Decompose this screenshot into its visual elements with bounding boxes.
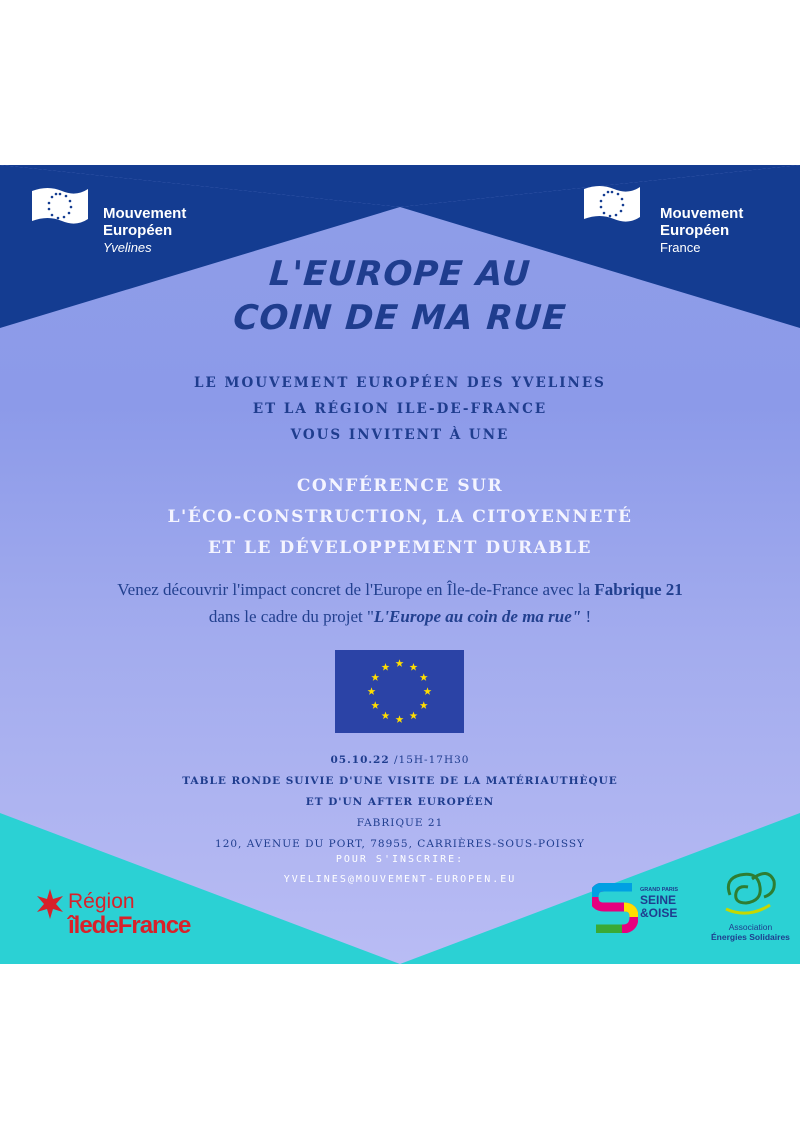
conference-heading (0, 471, 800, 564)
aes-logo-text (711, 922, 790, 942)
description-text-part: Venez découvrir l'impact concret de l'Europe en Île-de-France avec la (117, 580, 595, 599)
event-address: 120, AVENUE DU PORT, 78955, CARRIÈRES-SOUS-POISSY (215, 838, 585, 850)
gpso-small-text: GRAND PARIS (640, 887, 679, 893)
intro-line-2: ET LA RÉGION ILE-DE-FRANCE (252, 401, 548, 417)
logo-line-2: Européen (660, 222, 730, 239)
aes-line-1: Association (728, 922, 773, 932)
description-text-part: dans le cadre du projet " (208, 607, 374, 626)
description-text-part: ! (581, 607, 592, 626)
intro-line-1: LE MOUVEMENT EUROPÉEN DES YVELINES (194, 375, 606, 391)
registration-label: POUR S'INSCRIRE: (335, 854, 465, 865)
intro-text (0, 370, 800, 448)
logo-line-1: Mouvement (103, 205, 187, 222)
conference-line-2: L'ÉCO-CONSTRUCTION, LA CITOYENNETÉ (167, 507, 633, 527)
event-place: FABRIQUE 21 (356, 817, 444, 829)
title-line-2: COIN DE MA RUE (232, 298, 568, 338)
intro-line-3: VOUS INVITENT À UNE (290, 427, 510, 443)
event-program-line-1: TABLE RONDE SUIVIE D'UNE VISITE DE LA MATÉRIAUTHÈQUE (182, 775, 618, 787)
red-star-icon (35, 889, 65, 919)
description-text (0, 576, 800, 630)
gpso-line-1: SEINE (640, 893, 677, 907)
event-date: 05.10.22 (330, 754, 390, 766)
logo-line-1: Mouvement (660, 205, 744, 222)
date-time (0, 750, 800, 771)
title-line-1: L'EUROPE AU (267, 254, 533, 294)
registration-email[interactable]: YVELINES@MOUVEMENT-EUROPEN.EU (283, 874, 517, 885)
eu-flag-icon (28, 185, 92, 229)
registration (0, 850, 800, 890)
region-label: Région (68, 890, 135, 913)
european-union-flag (335, 650, 464, 733)
logo-line-2: Européen (103, 222, 173, 239)
invitation-poster (0, 165, 800, 964)
event-program-line-2: ET D'UN AFTER EUROPÉEN (305, 796, 495, 808)
aes-line-2: Énergies Solidaires (711, 932, 790, 942)
gpso-s-icon (592, 883, 638, 933)
conference-line-3: ET LE DÉVELOPPEMENT DURABLE (207, 538, 593, 558)
gpso-logo-text (640, 887, 678, 920)
fabrique-name: Fabrique 21 (594, 580, 683, 599)
logo-line-3: Yvelines (103, 240, 152, 255)
gpso-line-2: &OISE (640, 906, 678, 920)
conference-line-1: CONFÉRENCE SUR (296, 476, 504, 496)
aes-swirl-icon (718, 865, 778, 920)
event-time: /15H-17H30 (389, 754, 470, 766)
logo-line-3: France (660, 240, 701, 255)
logo-mouvement-yvelines (103, 205, 186, 256)
event-details (0, 750, 800, 855)
description-line-1 (0, 576, 800, 603)
project-name: L'Europe au coin de ma rue" (373, 607, 582, 626)
eu-flag-icon (580, 183, 644, 227)
region-name: îledeFrance (68, 912, 191, 939)
description-line-2 (0, 603, 800, 630)
logo-mouvement-france (660, 205, 743, 256)
